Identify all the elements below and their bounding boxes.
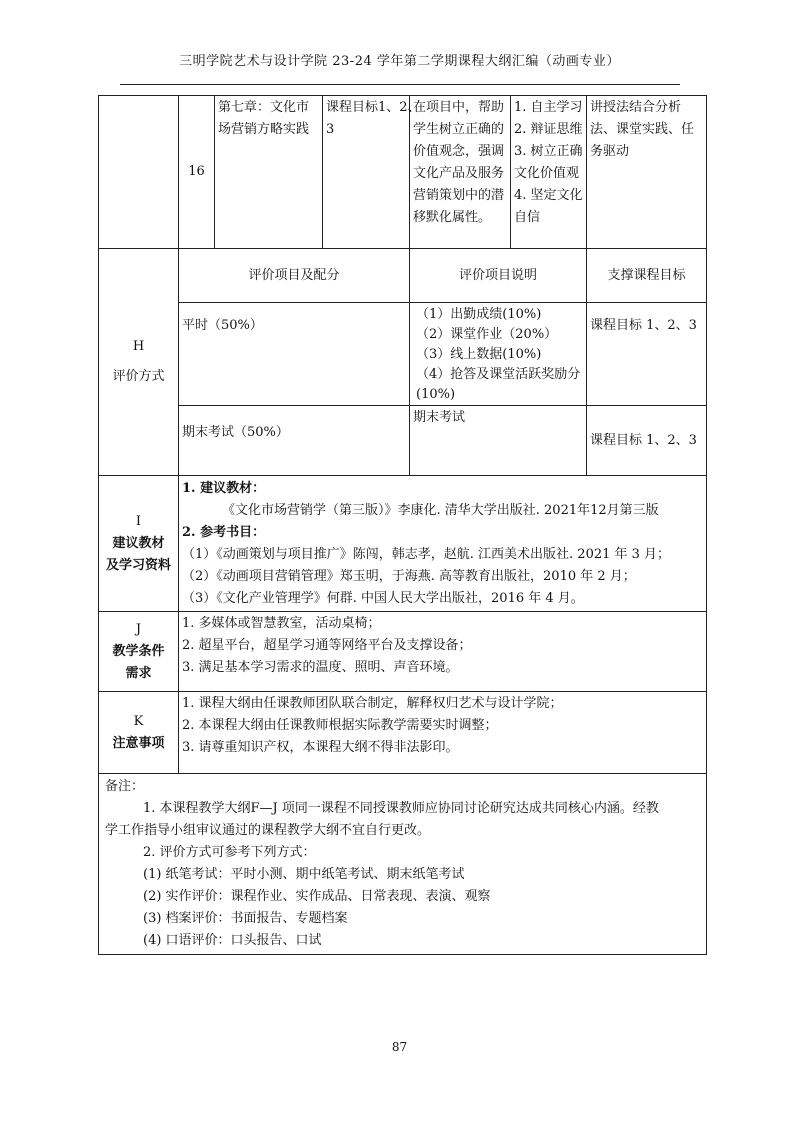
remarks-method: (1) 纸笔考试：平时小测、期中纸笔考试、期末纸笔考试 <box>143 867 465 882</box>
remarks-line: 1. 本课程教学大纲F—J 项同一课程不同授课教师应协同讨论研究达成共同核心内涵。经教 <box>143 801 659 816</box>
note-item: 2. 本课程大纲由任课教师根据实际教学需要实时调整； <box>182 718 498 733</box>
textbooks-row <box>99 476 707 612</box>
remarks-method: (3) 档案评价：书面报告、专题档案 <box>143 911 348 926</box>
refs-heading: 2. 参考书目： <box>182 525 266 540</box>
evaluation-row <box>99 303 707 406</box>
note-item: 3. 请尊重知识产权，本课程大纲不得非法影印。 <box>182 740 459 755</box>
note-item: 1. 课程大纲由任课教师团队联合制定，解释权归艺术与设计学院； <box>182 696 563 711</box>
syllabus-table <box>98 95 707 955</box>
chapter-ideology: 在项目中，帮助 学生树立正确的 价值观念，强调 文化产品及服务 营销策划中的潜 移默化属性。 <box>410 96 511 249</box>
remarks-method: (4) 口语评价：口头报告、口试 <box>143 933 322 948</box>
eval-desc: 期末考试 <box>410 406 587 476</box>
remarks-content <box>99 774 707 955</box>
eval-desc: （1）出勤成绩(10%) （2）课堂作业（20%） （3）线上数据(10%) （4）抢答及课堂活跃奖励分 (10%) <box>410 303 587 406</box>
eval-item: 平时（50%） <box>179 303 410 406</box>
remarks-line: 学工作指导小组审议通过的课程教学大纲不宜自行更改。 <box>105 823 431 838</box>
ref-item: （2）《动画项目营销管理》郑玉明，于海燕. 高等教育出版社，2010 年 2 月； <box>182 569 636 584</box>
conditions-content <box>179 612 707 692</box>
textbooks-label: I 建议教材 及学习资料 <box>99 476 179 612</box>
remarks-method: (2) 实作评价：课程作业、实作成品、日常表现、表演、观察 <box>143 889 491 904</box>
chapter-goals: 课程目标1、2、 3 <box>323 96 410 249</box>
eval-col-item: 评价项目及配分 <box>179 249 410 303</box>
notes-label: K 注意事项 <box>99 692 179 774</box>
chapter-row <box>99 96 707 249</box>
textbooks-content <box>179 476 707 612</box>
evaluation-row <box>99 406 707 476</box>
remarks-line: 2. 评价方式可参考下列方式： <box>143 845 316 860</box>
evaluation-header-row <box>99 249 707 303</box>
evaluation-label: H 评价方式 <box>99 249 179 476</box>
chapter-title: 第七章：文化市 场营销方略实践 <box>215 96 323 249</box>
condition-item: 2. 超星平台，超星学习通等网络平台及支撑设备； <box>182 638 472 653</box>
ref-item: （1）《动画策划与项目推广》陈闯，韩志孝，赵航. 江西美术出版社. 2021 年 3 月； <box>182 547 671 562</box>
chapter-methods: 讲授法结合分析 法、课堂实践、任 务驱动 <box>587 96 707 249</box>
page-number: 87 <box>391 1040 408 1054</box>
condition-item: 1. 多媒体或智慧教室，活动桌椅； <box>182 616 381 631</box>
remarks-title: 备注： <box>105 779 145 794</box>
header-rule <box>120 84 680 85</box>
eval-col-desc: 评价项目说明 <box>410 249 587 303</box>
ref-item: （3）《文化产业管理学》何群. 中国人民大学出版社，2016 年 4 月。 <box>182 591 584 606</box>
notes-row <box>99 692 707 774</box>
chapter-elements: 1. 自主学习 2. 辩证思维 3. 树立正确 文化价值观 4. 坚定文化 自信 <box>511 96 587 249</box>
eval-item: 期末考试（50%） <box>179 406 410 476</box>
conditions-row <box>99 612 707 692</box>
remarks-row <box>99 774 707 955</box>
lesson-number: 16 <box>179 96 215 249</box>
condition-item: 3. 满足基本学习需求的温度、照明、声音环境。 <box>182 660 459 675</box>
page-header: 三明学院艺术与设计学院 23-24 学年第二学期课程大纲汇编（动画专业） <box>179 54 620 69</box>
textbook-heading: 1. 建议教材： <box>182 481 266 496</box>
textbook-item: 《文化市场营销学（第三版）》李康化. 清华大学出版社. 2021年12月第三版 <box>222 503 659 518</box>
notes-content <box>179 692 707 774</box>
conditions-label: J 教学条件 需求 <box>99 612 179 692</box>
empty-cell <box>99 96 179 249</box>
eval-col-goal: 支撑课程目标 <box>587 249 707 303</box>
eval-goal: 课程目标 1、2、3 <box>587 303 707 406</box>
eval-goal: 课程目标 1、2、3 <box>587 406 707 476</box>
